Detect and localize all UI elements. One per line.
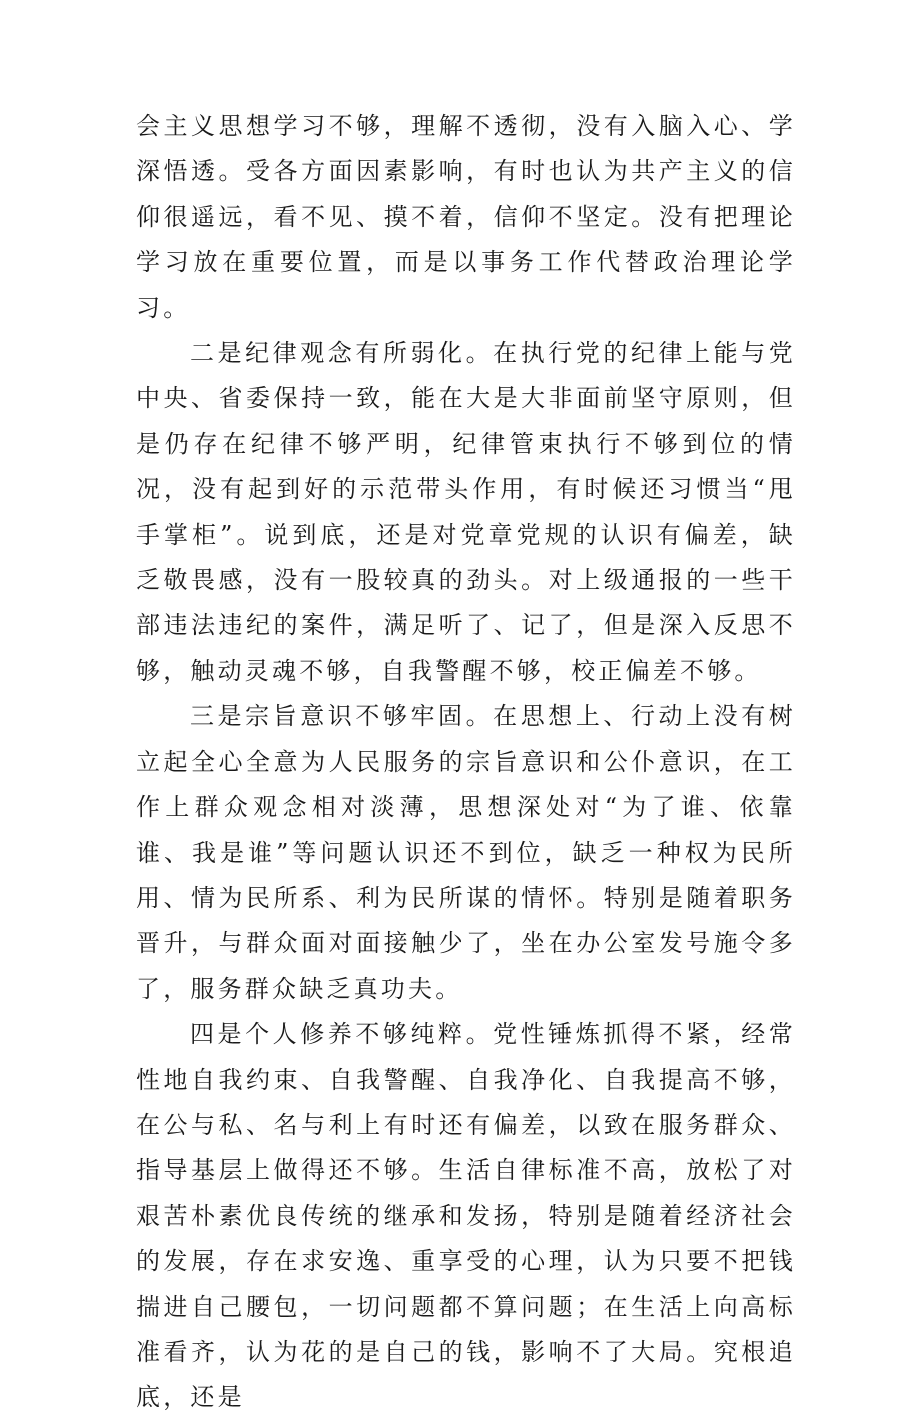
- paragraph-purpose: 三是宗旨意识不够牢固。在思想上、行动上没有树立起全心全意为人民服务的宗旨意识和公仆意识，在工作上群众观念相对淡薄，思想深处对“为了谁、依靠谁、我是谁”等问题认识还不到位，缺乏一种权为民所用、情为民所系、利为民所谋的情怀。特别是随着职务晋升，与群众面对面接触少了，坐在办公室发号施令多了，服务群众缺乏真功夫。: [136, 702, 796, 1003]
- document-page: [136, 104, 796, 1421]
- paragraph-continuation: 会主义思想学习不够，理解不透彻，没有入脑入心、学深悟透。受各方面因素影响，有时也认为共产主义的信仰很遥远，看不见、摸不着，信仰不坚定。没有把理论学习放在重要位置，而是以事务工作代替政治理论学习。: [136, 112, 796, 322]
- paragraph-cultivation: 四是个人修养不够纯粹。党性锤炼抓得不紧，经常性地自我约束、自我警醒、自我净化、自我提高不够，在公与私、名与利上有时还有偏差，以致在服务群众、指导基层上做得还不够。生活自律标准不高，放松了对艰苦朴素优良传统的继承和发扬，特别是随着经济社会的发展，存在求安逸、重享受的心理，认为只要不把钱揣进自己腰包，一切问题都不算问题；在生活上向高标准看齐，认为花的是自己的钱，影响不了大局。究根追底，还是: [136, 1020, 796, 1412]
- paragraph-discipline: 二是纪律观念有所弱化。在执行党的纪律上能与党中央、省委保持一致，能在大是大非面前坚守原则，但是仍存在纪律不够严明，纪律管束执行不够到位的情况，没有起到好的示范带头作用，有时候还习惯当“甩手掌柜”。说到底，还是对党章党规的认识有偏差，缺乏敬畏感，没有一股较真的劲头。对上级通报的一些干部违法违纪的案件，满足听了、记了，但是深入反思不够，触动灵魂不够，自我警醒不够，校正偏差不够。: [136, 339, 796, 685]
